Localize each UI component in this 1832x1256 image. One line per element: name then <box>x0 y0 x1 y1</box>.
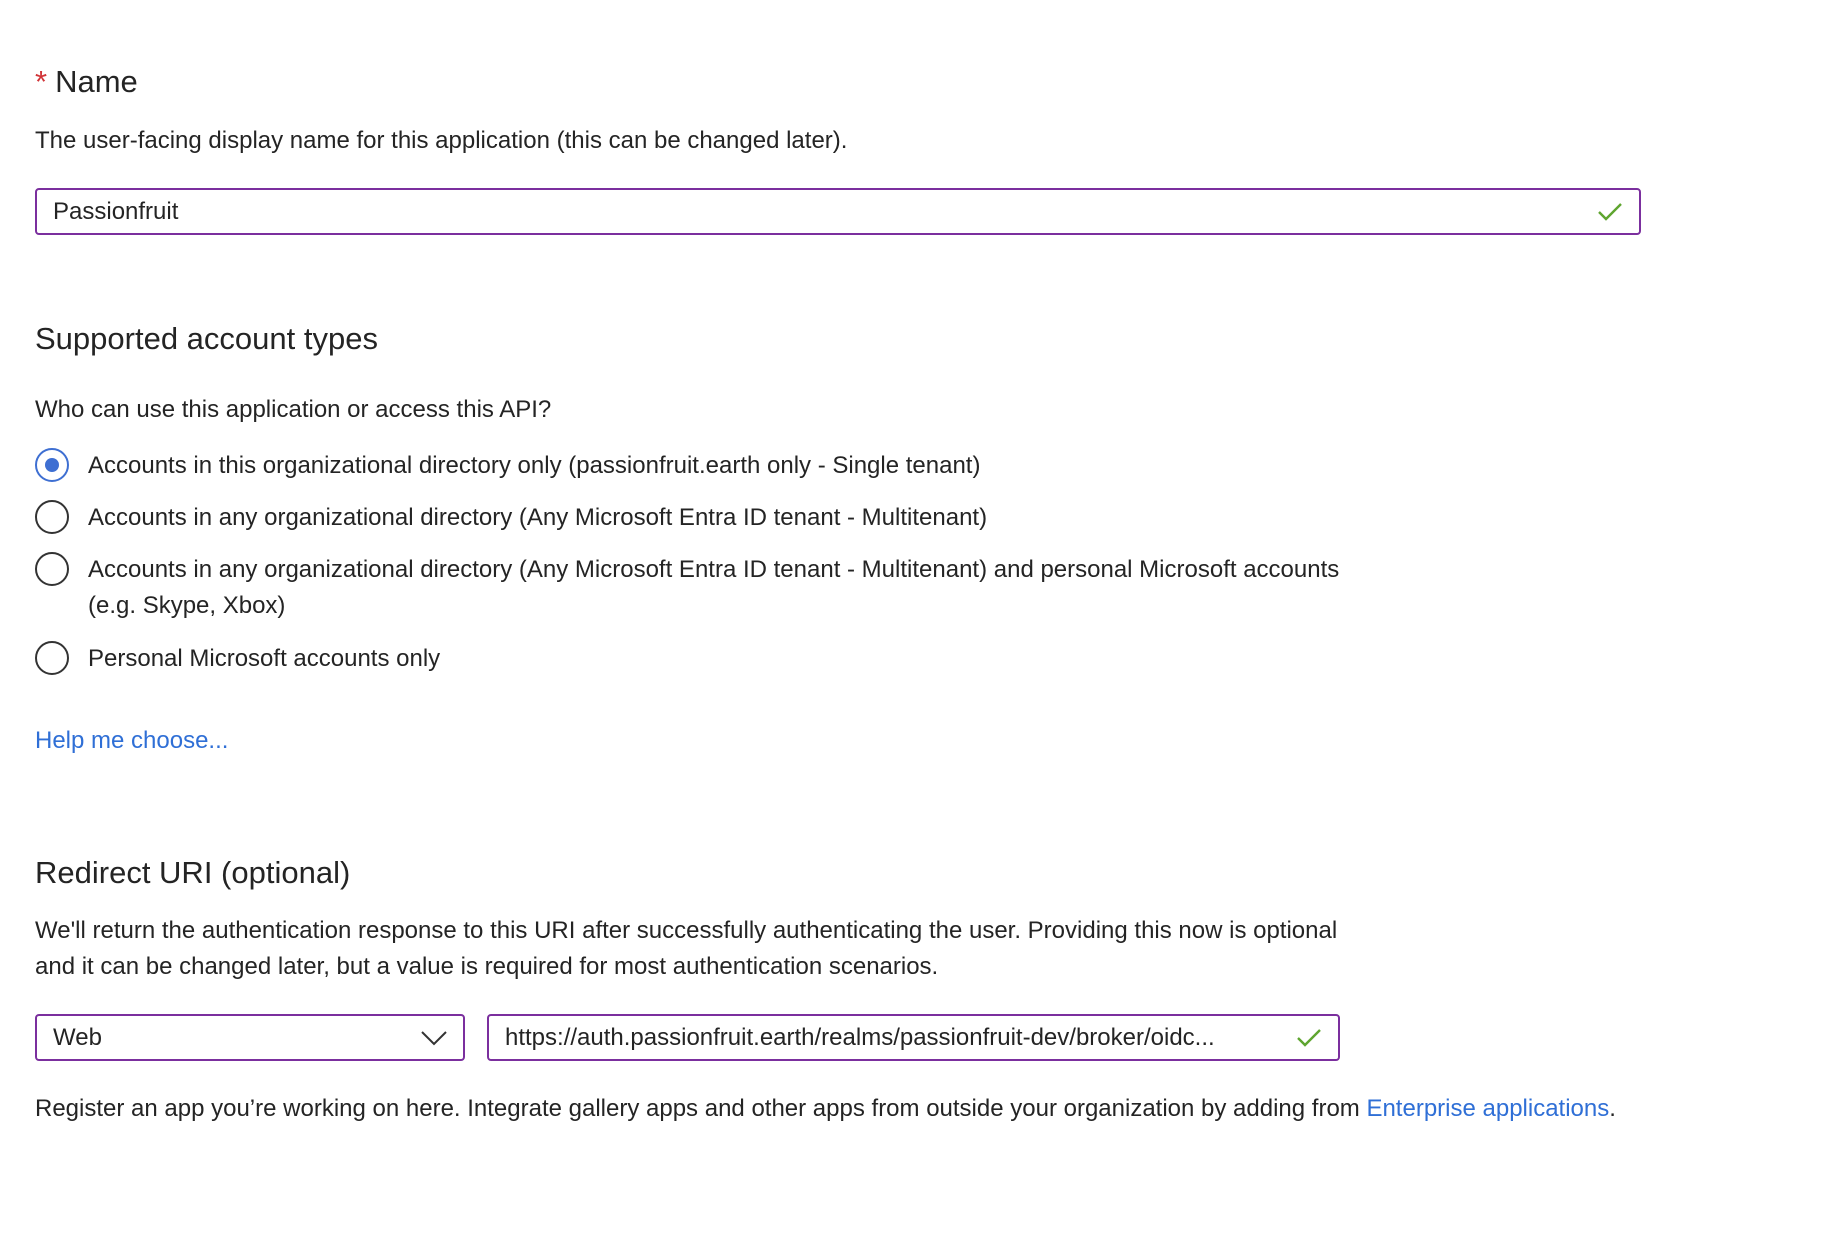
radio-label: Accounts in any organizational directory (Any Microsoft Entra ID tenant - Multitenant) <box>88 504 988 531</box>
radio-option-multitenant-personal[interactable] <box>35 552 1365 624</box>
required-marker: * <box>35 64 48 99</box>
help-me-choose-link[interactable]: Help me choose... <box>35 727 229 754</box>
valid-check-icon <box>1597 202 1623 222</box>
redirect-uri-heading: Redirect URI (optional) <box>35 855 351 890</box>
name-input-value[interactable]: Passionfruit <box>53 197 179 225</box>
redirect-uri-value[interactable]: https://auth.passionfruit.earth/realms/passionfruit-dev/broker/oidc... <box>505 1023 1215 1051</box>
radio-button-selected[interactable] <box>35 448 69 482</box>
radio-option-personal-only[interactable] <box>35 641 440 677</box>
account-types-question: Who can use this application or access this API? <box>35 396 552 423</box>
name-heading <box>35 64 138 100</box>
footer-period: . <box>1609 1095 1616 1122</box>
name-title: Name <box>55 64 138 99</box>
radio-button[interactable] <box>35 641 69 675</box>
radio-label: Accounts in any organizational directory (Any Microsoft Entra ID tenant - Multitenant) and personal Microsoft accounts (e.g. Skype, Xbox) <box>88 556 1340 619</box>
valid-check-icon <box>1296 1028 1322 1048</box>
radio-option-single-tenant[interactable] <box>35 448 980 484</box>
radio-label: Personal Microsoft accounts only <box>88 645 441 672</box>
radio-option-multitenant[interactable] <box>35 500 987 536</box>
radio-label: Accounts in this organizational directory only (passionfruit.earth only - Single tenant) <box>88 452 981 479</box>
radio-button[interactable] <box>35 500 69 534</box>
redirect-uri-input[interactable] <box>487 1014 1340 1061</box>
radio-button[interactable] <box>35 552 69 586</box>
redirect-uri-description: We'll return the authentication response to this URI after successfully authenticating the user. Providing this now is optional and it can be changed later, but a value is required for most authentication scenarios. <box>35 917 1338 980</box>
name-description: The user-facing display name for this application (this can be changed later). <box>35 127 848 154</box>
footer-note <box>35 1092 1616 1126</box>
platform-dropdown-value: Web <box>53 1023 102 1051</box>
footer-text: Register an app you’re working on here. Integrate gallery apps and other apps from outside your organization by adding from <box>35 1095 1367 1122</box>
enterprise-applications-link[interactable]: Enterprise applications <box>1366 1095 1610 1122</box>
name-input[interactable] <box>35 188 1641 235</box>
platform-dropdown[interactable] <box>35 1014 465 1061</box>
chevron-down-icon <box>421 1030 447 1046</box>
account-types-heading: Supported account types <box>35 321 378 356</box>
